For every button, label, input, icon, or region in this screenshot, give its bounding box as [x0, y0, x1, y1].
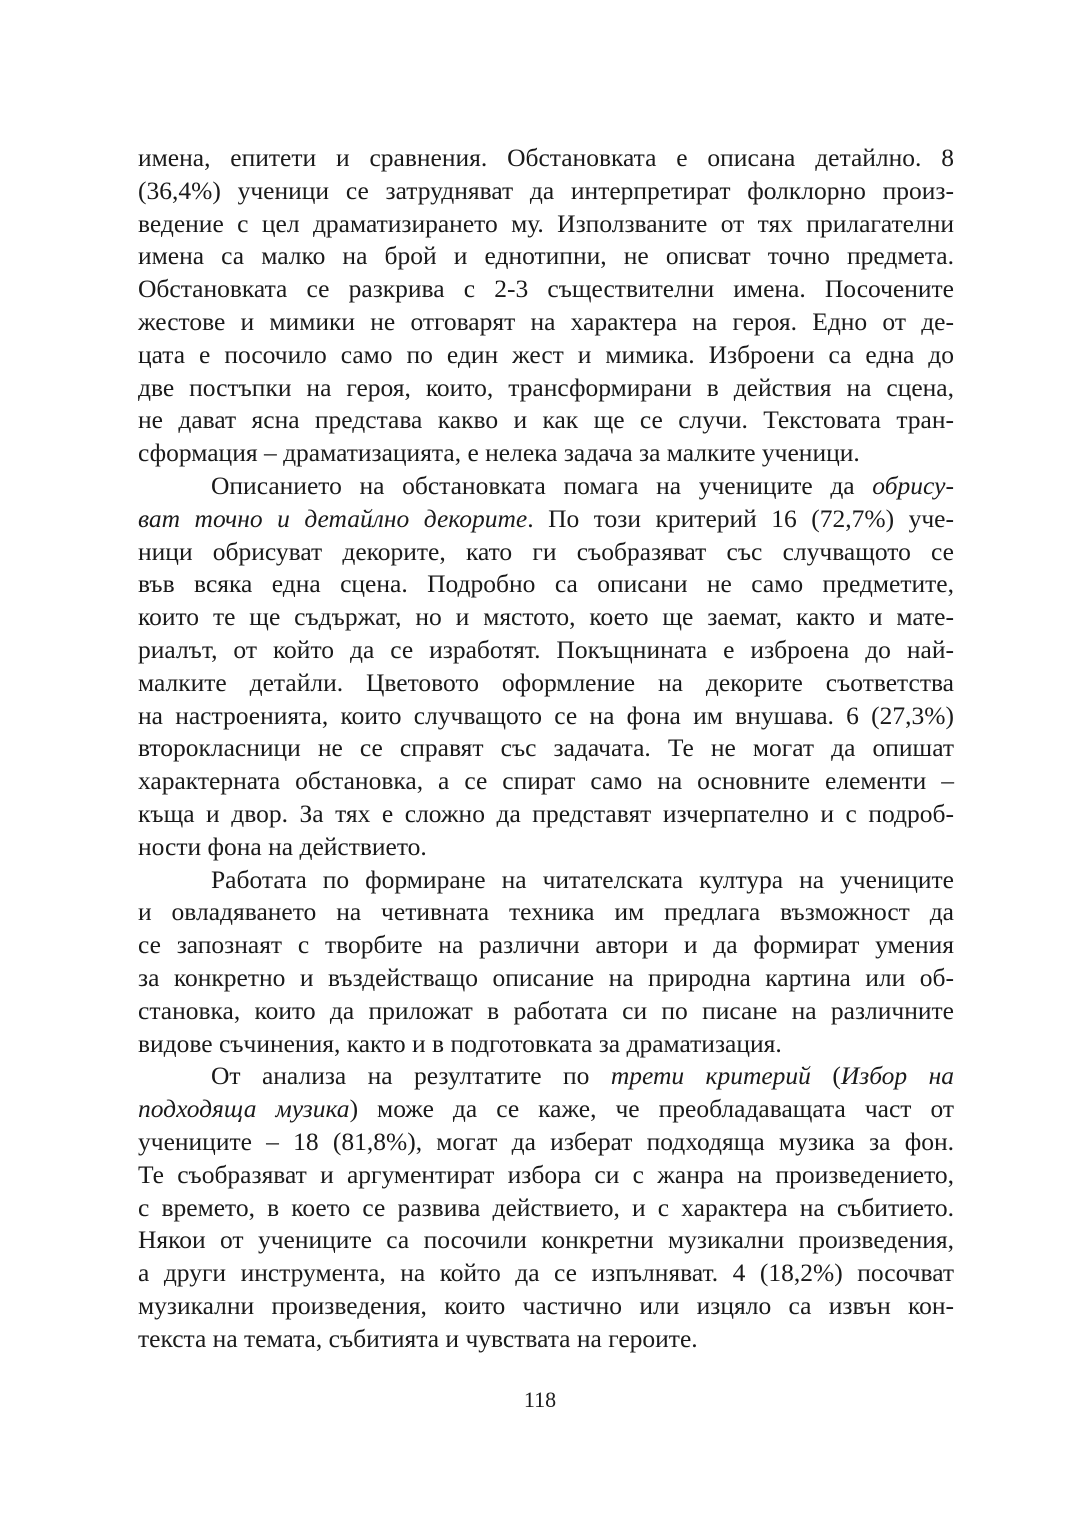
italic-text: Избор на: [840, 1061, 954, 1091]
text-line: [138, 503, 954, 536]
paragraph: [138, 142, 954, 470]
text-line: [138, 667, 954, 700]
text-line: [138, 765, 954, 798]
text-line: [138, 962, 954, 995]
text-line: [138, 634, 954, 667]
text-segment: характерната обстановка, а се спират само на основните елементи –: [138, 766, 954, 796]
text-segment: музикални произведения, които частично или изцяло са извън кон-: [138, 1290, 954, 1320]
text-segment: във всяка една сцена. Подробно са описани не само предметите,: [138, 569, 954, 599]
text-line: [138, 142, 954, 175]
text-line: [138, 240, 954, 273]
text-segment: ности фона на действието.: [138, 831, 427, 861]
text-segment: видове съчинения, както и в подготовката за драматизация.: [138, 1028, 782, 1058]
text-segment: и овладяването на четивната техника им предлага възможност да: [138, 897, 954, 927]
text-segment: Работата по формиране на читателската култура на учениците: [211, 864, 954, 894]
text-segment: учениците – 18 (81,8%), могат да изберат подходяща музика за фон.: [138, 1126, 954, 1156]
text-segment: становка, които да приложат в работата си по писане на различните: [138, 995, 954, 1025]
text-line: [138, 864, 954, 897]
text-segment: имена, епитети и сравнения. Обстановката е описана детайлно. 8: [138, 143, 954, 172]
text-line: [138, 1060, 954, 1093]
text-line: [138, 437, 954, 470]
text-segment: . По този критерий 16 (72,7%) уче-: [527, 503, 954, 533]
text-line: [138, 798, 954, 831]
text-segment: жестове и мимики не отговарят на характера на героя. Едно от де-: [138, 306, 954, 336]
text-line: [138, 568, 954, 601]
italic-text: ват точно и детайлно декорите: [138, 503, 528, 533]
text-line: [138, 1028, 954, 1061]
text-segment: Те съобразяват и аргументират избора си с жанра на произведението,: [138, 1159, 954, 1189]
text-segment: ведение с цел драматизирането му. Използваните от тях прилагателни: [138, 208, 954, 238]
text-line: [138, 273, 954, 306]
text-line: [138, 1290, 954, 1323]
text-segment: сформация – драматизацията, е нелека задача за малките ученици.: [138, 438, 860, 468]
text-line: [138, 339, 954, 372]
text-line: [138, 1126, 954, 1159]
text-line: [138, 700, 954, 733]
page-number: 118: [523, 1387, 557, 1412]
text-segment: цата е посочило само по един жест и мимика. Изброени са една до: [138, 339, 954, 369]
text-line: [138, 896, 954, 929]
paragraph: [138, 1060, 954, 1355]
text-line: [138, 175, 954, 208]
text-line: [138, 1257, 954, 1290]
text-segment: второкласници не се справят със задачата. Те не могат да опишат: [138, 733, 954, 763]
text-line: [138, 831, 954, 864]
text-segment: с времето, в което се развива действието, и с характера на събитието.: [138, 1192, 954, 1222]
text-segment: (36,4%) ученици се затрудняват да интерпретират фолклорно произ-: [138, 175, 954, 205]
text-segment: които те ще съдържат, но и мястото, което ще заемат, както и мате-: [138, 602, 954, 632]
text-line: [138, 404, 954, 437]
italic-text: трети критерий: [610, 1061, 811, 1091]
text-line: [138, 601, 954, 634]
text-line: [138, 732, 954, 765]
text-segment: а други инструмента, на който да се изпълняват. 4 (18,2%) посочват: [138, 1258, 954, 1288]
text-line: [138, 1159, 954, 1192]
text-segment: ници обрисуват декорите, като ги съобразяват със случващото се: [138, 536, 954, 566]
text-line: [138, 470, 954, 503]
text-segment: малките детайли. Цветовото оформление на декорите съответства: [138, 667, 954, 697]
text-segment: Описанието на обстановката помага на учениците да: [211, 470, 873, 500]
text-segment: (: [810, 1061, 841, 1091]
text-line: [138, 1192, 954, 1225]
text-line: [138, 995, 954, 1028]
text-line: [138, 1093, 954, 1126]
text-segment: Някои от учениците са посочили конкретни музикални произведения,: [138, 1225, 954, 1255]
text-segment: ) може да се каже, че преобладаващата част от: [349, 1094, 955, 1124]
text-line: [138, 536, 954, 569]
text-segment: Обстановката се разкрива с 2-3 съществителни имена. Посочените: [138, 274, 954, 304]
paragraph: [138, 864, 954, 1061]
text-line: [138, 306, 954, 339]
italic-text: обрису-: [872, 470, 954, 500]
paragraph: [138, 470, 954, 864]
text-segment: къща и двор. За тях е сложно да представят изчерпателно и с подроб-: [138, 798, 954, 828]
italic-text: подходяща музика: [138, 1094, 350, 1124]
text-line: [138, 1323, 954, 1356]
page-body: [138, 142, 954, 1355]
text-segment: две постъпки на героя, които, трансформирани в действия на сцена,: [138, 372, 954, 402]
text-line: [138, 929, 954, 962]
text-segment: риалът, от който да се изработят. Покъщнината е изброена до най-: [138, 634, 954, 664]
text-segment: От анализа на резултатите по: [211, 1061, 611, 1091]
text-segment: имена са малко на брой и еднотипни, не описват точно предмета.: [138, 241, 954, 271]
text-segment: на настроенията, които случващото се на фона им внушава. 6 (27,3%): [138, 700, 954, 730]
text-segment: за конкретно и въздействащо описание на природна картина или об-: [138, 962, 954, 992]
text-segment: текста на темата, събитията и чувствата на героите.: [138, 1323, 698, 1353]
text-line: [138, 208, 954, 241]
text-segment: се запознаят с творбите на различни автори и да формират умения: [138, 930, 954, 960]
text-segment: не дават ясна представа какво и как ще се случи. Текстовата тран-: [138, 405, 954, 435]
text-line: [138, 1224, 954, 1257]
text-line: [138, 372, 954, 405]
